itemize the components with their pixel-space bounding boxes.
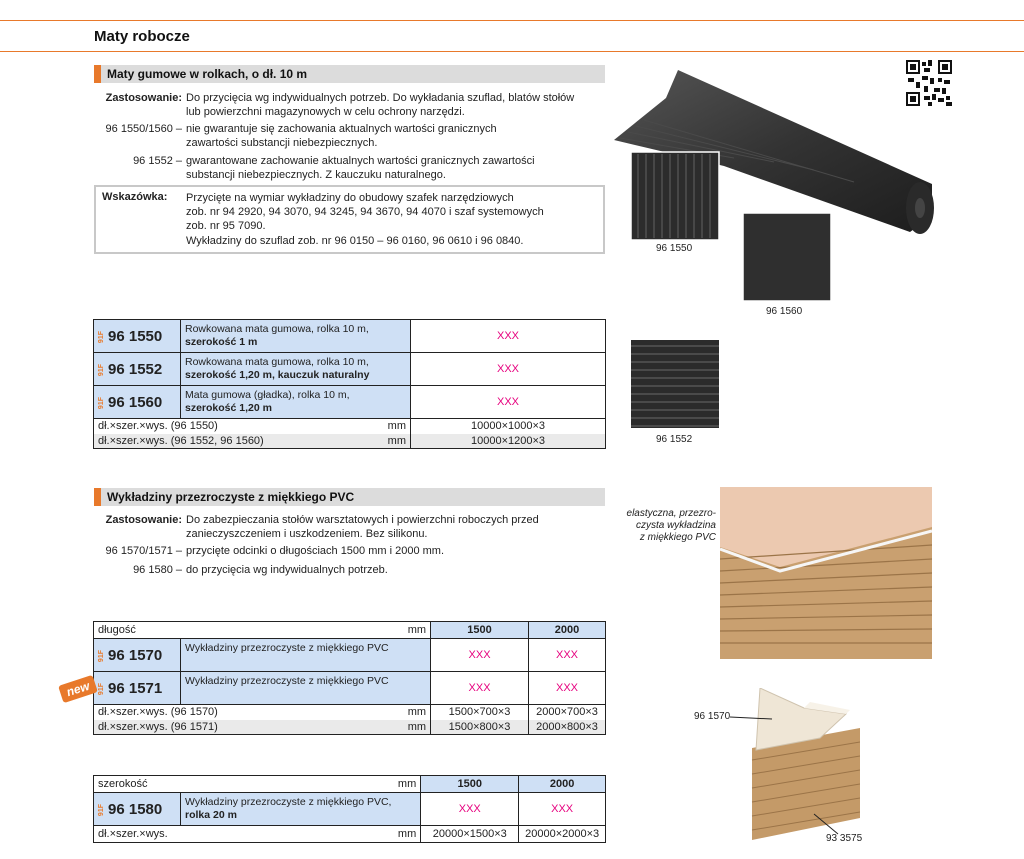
width-label: szerokość mm xyxy=(94,776,421,793)
column-1500: 1500 xyxy=(421,776,519,793)
dimension-label: dł.×szer.×wys. (96 1570) mm xyxy=(94,705,431,720)
caption-961560: 96 1560 xyxy=(766,306,803,317)
table-row xyxy=(94,793,606,826)
article-number: 91F 96 1580 xyxy=(94,793,181,826)
hint-text-2: zob. nr 94 2920, 94 3070, 94 3245, 94 3670, 94 4070 i szaf systemowych xyxy=(186,206,544,218)
hint-text-3: zob. nr 95 7090. xyxy=(186,220,266,232)
article-number: 91F 96 1560 xyxy=(94,386,181,419)
price-cell: XXX xyxy=(519,793,606,826)
pvc-cut-table xyxy=(93,621,606,735)
dimension-value: 20000×2000×3 xyxy=(519,826,606,843)
range-label-1550-1560: 96 1550/1560 – xyxy=(105,123,182,135)
application-text-1: Do przycięcia wg indywidualnych potrzeb. Do wykładania szuflad, blatów stołów xyxy=(186,92,575,104)
range-text-1: przycięte odcinki o długościach 1500 mm i 2000 mm. xyxy=(186,545,445,557)
section-marker xyxy=(94,488,101,506)
dimension-value: 2000×700×3 xyxy=(529,705,606,720)
range-text-2: zawartości substancji niebezpiecznych. xyxy=(186,137,378,149)
application-text-1: Do zabezpieczania stołów warsztatowych i powierzchni roboczych przed xyxy=(186,514,539,526)
application-text-2: zanieczyszczeniem i uszkodzeniem. Bez silikonu. xyxy=(186,528,428,540)
dimension-label: dł.×szer.×wys. (96 1552, 96 1560) mm xyxy=(94,434,411,449)
dimension-value: 20000×1500×3 xyxy=(421,826,519,843)
application-label: Zastosowanie: xyxy=(105,514,182,526)
pvc-roll-table xyxy=(93,775,606,843)
range-text-2: do przycięcia wg indywidualnych potrzeb. xyxy=(186,564,388,576)
length-label: długość mm xyxy=(94,622,431,639)
dimension-label: dł.×szer.×wys. mm xyxy=(94,826,421,843)
article-number: 91F 96 1552 xyxy=(94,353,181,386)
rubber-mat-roll-image xyxy=(614,66,938,306)
header-row xyxy=(94,622,606,639)
article-number: 91F 96 1570 xyxy=(94,639,181,672)
column-2000: 2000 xyxy=(529,622,606,639)
dimension-label: dł.×szer.×wys. (96 1571) mm xyxy=(94,720,431,735)
application-label: Zastosowanie: xyxy=(105,92,182,104)
dimension-row xyxy=(94,419,606,434)
dimension-value: 1500×800×3 xyxy=(431,720,529,735)
section-header-rubber-mats xyxy=(94,65,605,83)
hint-box xyxy=(94,185,605,254)
section-title: Maty gumowe w rolkach, o dł. 10 m xyxy=(107,67,308,81)
range-text-1: nie gwarantuje się zachowania aktualnych wartości granicznych xyxy=(186,123,497,135)
article-description: Mata gumowa (gładka), rolka 10 m, szerokość 1,20 m xyxy=(181,386,411,419)
article-description: Wykładziny przezroczyste z miękkiego PVC, rolka 20 m xyxy=(181,793,421,826)
dimension-value: 10000×1000×3 xyxy=(411,419,606,434)
caption-933575: 93 3575 xyxy=(826,833,863,844)
dimension-value: 10000×1200×3 xyxy=(411,434,606,449)
article-description: Rowkowana mata gumowa, rolka 10 m, szerokość 1,20 m, kauczuk naturalny xyxy=(181,353,411,386)
hint-label: Wskazówka: xyxy=(102,191,168,203)
price-cell: XXX xyxy=(529,639,606,672)
dimension-row xyxy=(94,826,606,843)
page-title: Maty robocze xyxy=(94,28,190,45)
article-description: Wykładziny przezroczyste z miękkiego PVC xyxy=(181,639,431,672)
table-row xyxy=(94,320,606,353)
section-marker xyxy=(94,65,101,83)
article-description: Rowkowana mata gumowa, rolka 10 m, szerokość 1 m xyxy=(181,320,411,353)
article-number: 91F 96 1571 xyxy=(94,672,181,705)
pvc-tabletop-image xyxy=(720,487,932,659)
dimension-label: dł.×szer.×wys. (96 1550) mm xyxy=(94,419,411,434)
page-title-bar xyxy=(0,20,1024,52)
range-label-1570-1571: 96 1570/1571 – xyxy=(105,545,182,557)
grooved-mat-image xyxy=(631,340,719,428)
article-description: Wykładziny przezroczyste z miękkiego PVC xyxy=(181,672,431,705)
range-text-3: gwarantowane zachowanie aktualnych wartości granicznych zawartości xyxy=(186,155,535,167)
range-text-4: substancji niebezpiecznych. Z kauczuku naturalnego. xyxy=(186,169,446,181)
rubber-mats-table xyxy=(93,319,606,449)
price-cell: XXX xyxy=(421,793,519,826)
hint-text-4: Wykładziny do szuflad zob. nr 96 0150 – 96 0160, 96 0610 i 96 0840. xyxy=(186,235,524,247)
range-label-1552: 96 1552 – xyxy=(133,155,182,167)
table-row xyxy=(94,672,606,705)
price-cell: XXX xyxy=(529,672,606,705)
application-text-2: lub powierzchni magazynowych w celu ochrony narzędzi. xyxy=(186,106,465,118)
price-cell: XXX xyxy=(411,353,606,386)
table-row xyxy=(94,639,606,672)
caption-pvc-description: elastyczna, przezro- czysta wykładzina z miękkiego PVC xyxy=(626,508,716,543)
section-header-pvc xyxy=(94,488,605,506)
dimension-row xyxy=(94,434,606,449)
price-cell: XXX xyxy=(411,386,606,419)
table-row xyxy=(94,386,606,419)
column-2000: 2000 xyxy=(519,776,606,793)
new-badge: new xyxy=(58,675,98,703)
section-title: Wykładziny przezroczyste z miękkiego PVC xyxy=(107,490,355,504)
dimension-row xyxy=(94,720,606,735)
article-number: 91F 96 1550 xyxy=(94,320,181,353)
price-cell: XXX xyxy=(411,320,606,353)
caption-961570: 96 1570 xyxy=(694,711,731,722)
column-1500: 1500 xyxy=(431,622,529,639)
hint-text-1: Przycięte na wymiar wykładziny do obudowy szafek narzędziowych xyxy=(186,192,514,204)
price-cell: XXX xyxy=(431,672,529,705)
leader-line-933575 xyxy=(812,812,842,836)
caption-961552: 96 1552 xyxy=(656,434,693,445)
header-row xyxy=(94,776,606,793)
caption-961550: 96 1550 xyxy=(656,243,693,254)
dimension-row xyxy=(94,705,606,720)
table-row xyxy=(94,353,606,386)
leader-line-961570 xyxy=(730,713,774,723)
dimension-value: 1500×700×3 xyxy=(431,705,529,720)
price-cell: XXX xyxy=(431,639,529,672)
range-label-1580: 96 1580 – xyxy=(133,564,182,576)
pvc-corner-image xyxy=(750,688,860,840)
dimension-value: 2000×800×3 xyxy=(529,720,606,735)
